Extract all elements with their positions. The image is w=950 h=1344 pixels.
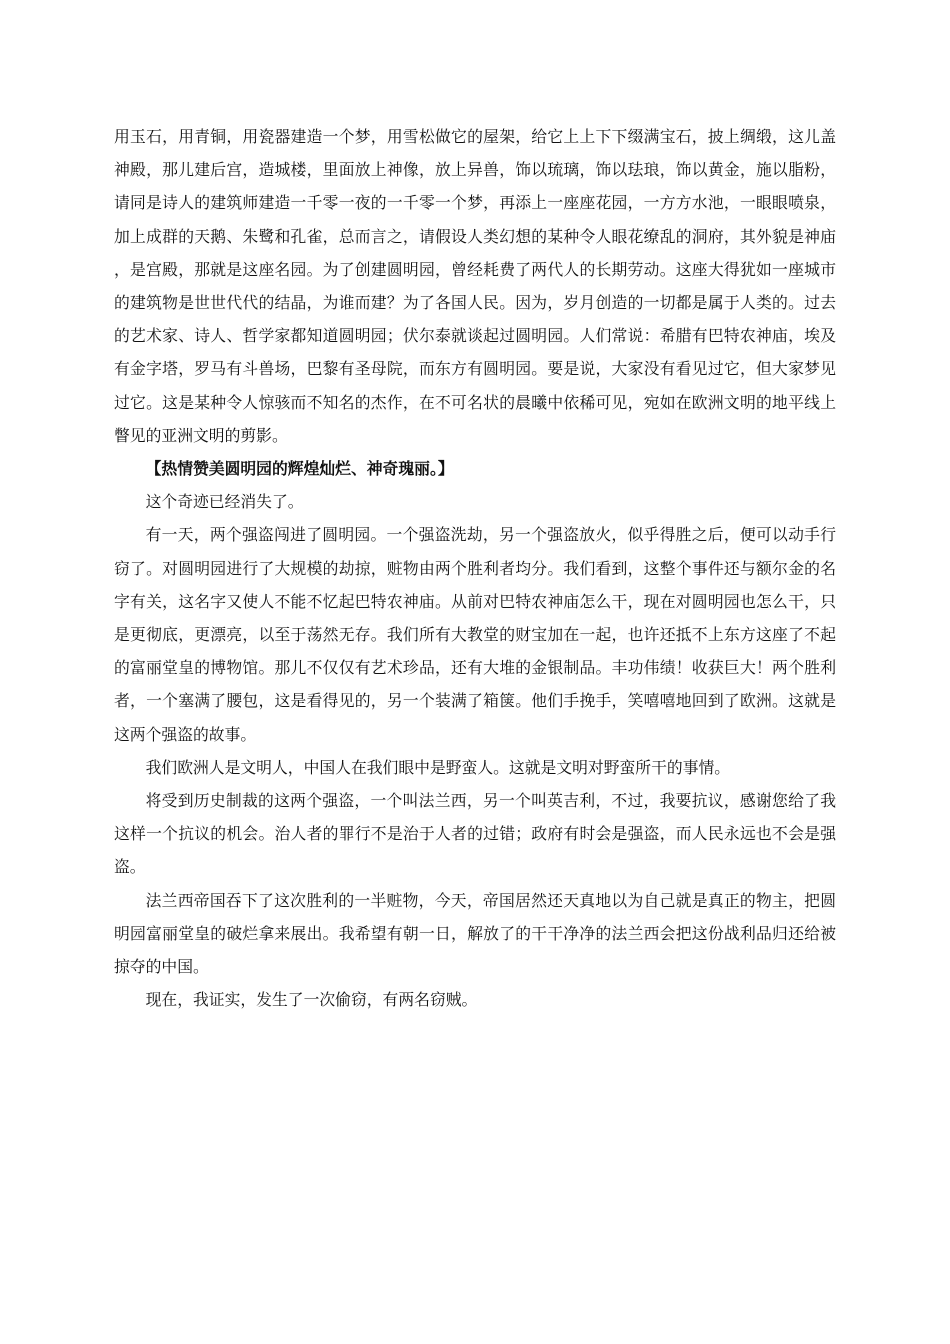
paragraph-description: 用玉石，用青铜，用瓷器建造一个梦，用雪松做它的屋架，给它上上下下缀满宝石，披上绸缎，这儿盖神殿，那儿建后宫，造城楼，里面放上神像，放上异兽，饰以琉璃，饰以珐琅，饰以黄金，施以脂粉，请同是诗人的建筑师建造一千零一夜的一千零一个梦，再添上一座座花园，一方方水池，一眼眼喷泉，加上成群的天鹅、朱鹭和孔雀，总而言之，请假设人类幻想的某种令人眼花缭乱的洞府，其外貌是神庙，是宫殿，那就是这座名园。为了创建圆明园，曾经耗费了两代人的长期劳动。这座大得犹如一座城市的建筑物是世世代代的结晶，为谁而建？为了各国人民。因为，岁月创造的一切都是属于人类的。过去的艺术家、诗人、哲学家都知道圆明园；伏尔泰就谈起过圆明园。人们常说：希腊有巴特农神庙，埃及有金字塔，罗马有斗兽场，巴黎有圣母院，而东方有圆明园。要是说，大家没有看见过它，但大家梦见过它。这是某种令人惊骇而不知名的杰作，在不可名状的晨曦中依稀可见，宛如在欧洲文明的地平线上瞥见的亚洲文明的剪影。 [114, 127, 836, 445]
paragraph-conclusion: 现在，我证实，发生了一次偷窃，有两名窃贼。 [145, 990, 478, 1010]
paragraph-civilized: 我们欧洲人是文明人，中国人在我们眼中是野蛮人。这就是文明对野蛮所干的事情。 [145, 757, 731, 777]
document-body [114, 120, 836, 1016]
paragraph-protest: 将受到历史制裁的这两个强盗，一个叫法兰西，另一个叫英吉利，不过，我要抗议，感谢您给了我这样一个抗议的机会。治人者的罪行不是治于人者的过错；政府有时会是强盗，而人民永远也不会是强盗。 [114, 791, 836, 877]
paragraph-empire: 法兰西帝国吞下了这次胜利的一半赃物，今天，帝国居然还天真地以为自己就是真正的物主，把圆明园富丽堂皇的破烂拿来展出。我希望有朝一日，解放了的干干净净的法兰西会把这份战利品归还给被掠夺的中国。 [114, 890, 836, 977]
paragraph-vanished: 这个奇迹已经消失了。 [145, 492, 304, 512]
paragraph-annotation: 【热情赞美圆明园的辉煌灿烂、神奇瑰丽。】 [145, 459, 454, 479]
paragraph-robbery: 有一天，两个强盗闯进了圆明园。一个强盗洗劫，另一个强盗放火，似乎得胜之后，便可以动手行窃了。对圆明园进行了大规模的劫掠，赃物由两个胜利者均分。我们看到，这整个事件还与额尔金的名字有关，这名字又使人不能不忆起巴特农神庙。从前对巴特农神庙怎么干，现在对圆明园也怎么干，只是更彻底，更漂亮，以至于荡然无存。我们所有大教堂的财宝加在一起，也许还抵不上东方这座了不起的富丽堂皇的博物馆。那儿不仅仅有艺术珍品，还有大堆的金银制品。丰功伟绩！收获巨大！两个胜利者，一个塞满了腰包，这是看得见的，另一个装满了箱箧。他们手挽手，笑嘻嘻地回到了欧洲。这就是这两个强盗的故事。 [114, 525, 836, 744]
